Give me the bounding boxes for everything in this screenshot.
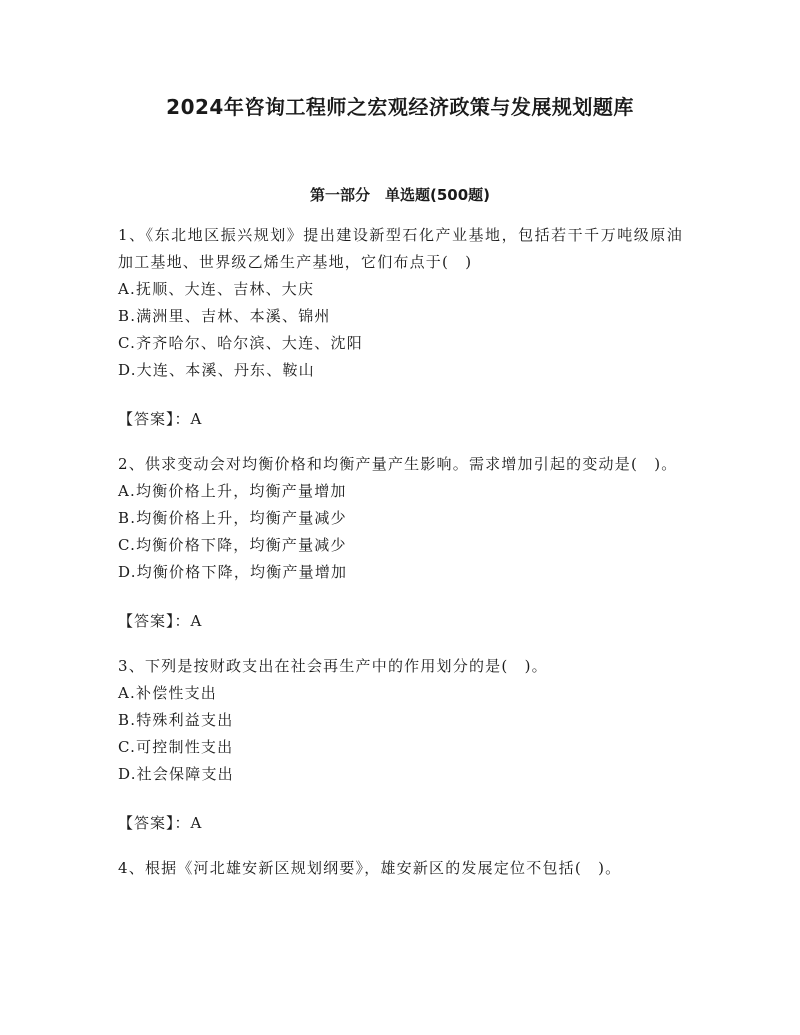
option-a: A.抚顺、大连、吉林、大庆 bbox=[118, 280, 315, 298]
question-stem: 3、下列是按财政支出在社会再生产中的作用划分的是( )。 bbox=[118, 657, 548, 675]
option-b: B.均衡价格上升，均衡产量减少 bbox=[118, 509, 347, 527]
question-2 bbox=[118, 451, 683, 635]
option-list bbox=[118, 478, 683, 586]
answer-label: 【答案】： bbox=[118, 814, 191, 832]
option-d: D.社会保障支出 bbox=[118, 765, 234, 783]
question-stem: 1、《东北地区振兴规划》提出建设新型石化产业基地，包括若干千万吨级原油加工基地、世界级乙烯生产基地，它们布点于( ) bbox=[118, 226, 683, 271]
answer-line bbox=[118, 810, 683, 837]
question-stem: 4、根据《河北雄安新区规划纲要》，雄安新区的发展定位不包括( )。 bbox=[118, 859, 622, 877]
answer-value: A bbox=[190, 410, 203, 428]
answer-label: 【答案】： bbox=[118, 612, 191, 630]
question-1 bbox=[118, 222, 683, 433]
answer-value: A bbox=[190, 612, 203, 630]
option-c: C.均衡价格下降，均衡产量减少 bbox=[118, 536, 347, 554]
option-a: A.均衡价格上升，均衡产量增加 bbox=[118, 482, 347, 500]
question-stem: 2、供求变动会对均衡价格和均衡产量产生影响。需求增加引起的变动是( )。 bbox=[118, 455, 678, 473]
question-list bbox=[118, 222, 683, 882]
answer-line bbox=[118, 406, 683, 433]
question-3 bbox=[118, 653, 683, 837]
answer-line bbox=[118, 608, 683, 635]
option-c: C.齐齐哈尔、哈尔滨、大连、沈阳 bbox=[118, 334, 363, 352]
option-d: D.大连、本溪、丹东、鞍山 bbox=[118, 361, 315, 379]
question-4 bbox=[118, 855, 683, 882]
option-c: C.可控制性支出 bbox=[118, 738, 234, 756]
document-title: 2024年咨询工程师之宏观经济政策与发展规划题库 bbox=[166, 95, 634, 119]
option-b: B.特殊利益支出 bbox=[118, 711, 234, 729]
option-list bbox=[118, 276, 683, 384]
option-b: B.满洲里、吉林、本溪、锦州 bbox=[118, 307, 331, 325]
answer-value: A bbox=[190, 814, 203, 832]
option-a: A.补偿性支出 bbox=[118, 684, 218, 702]
option-d: D.均衡价格下降，均衡产量增加 bbox=[118, 563, 348, 581]
option-list bbox=[118, 680, 683, 788]
section-title: 第一部分 单选题(500题) bbox=[309, 186, 491, 204]
answer-label: 【答案】： bbox=[118, 410, 191, 428]
